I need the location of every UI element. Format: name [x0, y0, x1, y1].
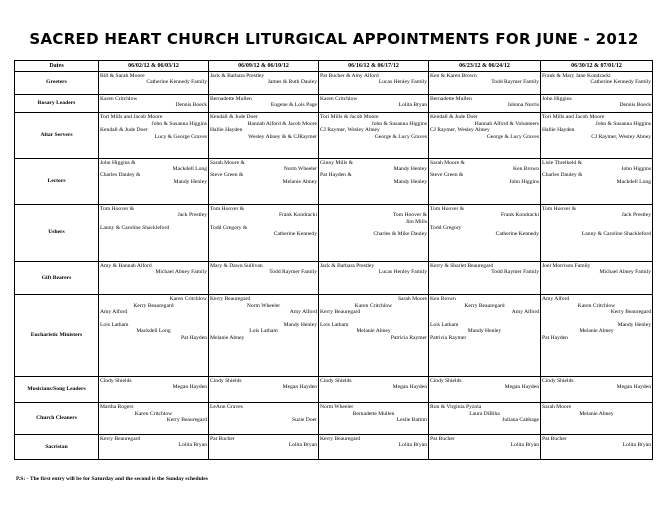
- assignment-entry: CJ Raymer, Wesley Abney: [430, 127, 490, 134]
- schedule-cell: [209, 94, 319, 113]
- assignment-entry: Cindy Shields: [210, 377, 242, 384]
- schedule-cell: [209, 376, 319, 402]
- assignment-entry: Megan Hayden: [282, 384, 317, 391]
- assignment-entry: Hannah Alford & Volunteers: [474, 120, 539, 127]
- assignment-entry: Tori Mills and Jacob Moore: [100, 114, 163, 121]
- role-row-lectors: [15, 158, 653, 204]
- page-title: SACRED HEART CHURCH LITURGICAL APPOINTMENTS FOR JUNE - 2012: [29, 30, 639, 48]
- assignment-entry: John & Susanna Higgins: [371, 120, 427, 127]
- assignment-entry: Kendall & Jude Doer: [100, 127, 148, 134]
- schedule-cell: [541, 434, 653, 459]
- schedule-cell: [319, 376, 429, 402]
- assignment-entry: Catherine Kennedy Family: [590, 78, 651, 85]
- assignment-entry: Frank & Mary Jane Kondracki: [542, 72, 611, 79]
- schedule-cell: [429, 94, 541, 113]
- assignment-entry: Melanie Abney: [356, 328, 391, 335]
- assignment-entry: Todd Raymer Family: [491, 268, 539, 275]
- schedule-cell: [541, 295, 653, 377]
- assignment-entry: Pat Hayden: [542, 334, 568, 341]
- assignment-entry: Laura DiBiha: [469, 410, 500, 417]
- assignment-entry: Frank Kondracki: [278, 212, 317, 219]
- schedule-cell: [319, 158, 429, 204]
- assignment-entry: John & Susanna Higgins: [595, 120, 651, 127]
- schedule-cell: [209, 261, 319, 295]
- schedule-cell: [429, 434, 541, 459]
- assignment-entry: Karen Critchlow: [134, 410, 173, 417]
- assignment-entry: Bill & Sarah Moore: [100, 72, 145, 79]
- assignment-entry: John & Susanna Higgins: [151, 120, 207, 127]
- assignment-entry: Catherine Kennedy: [273, 231, 317, 238]
- assignment-entry: Ken & Karen Brown: [430, 72, 477, 79]
- schedule-cell: [429, 113, 541, 158]
- assignment-entry: Tom Hoover &: [210, 205, 245, 212]
- assignment-entry: [100, 231, 207, 237]
- schedule-cell: [99, 434, 209, 459]
- schedule-cell: [209, 113, 319, 158]
- assignment-entry: Wesley Abney & & CJRaymer: [248, 133, 317, 140]
- assignment-entry: Mandy Henley: [393, 178, 427, 185]
- schedule-cell: [209, 158, 319, 204]
- assignment-entry: Martha Rogers: [100, 404, 134, 411]
- header-row: [15, 61, 653, 72]
- assignment-entry: Kerry Beauregard: [464, 302, 505, 309]
- role-row-eucharistic: [15, 295, 653, 377]
- assignment-entry: Lisle Threlkeld &: [542, 159, 582, 166]
- assignment-entry: Michael Abney Family: [599, 268, 651, 275]
- assignment-entry: Bernadette Mullen: [430, 95, 472, 102]
- assignment-entry: LeAnn Graves: [210, 404, 243, 411]
- schedule-cell: [209, 434, 319, 459]
- assignment-entry: Jack & Barbara Prestley: [210, 72, 265, 79]
- schedule-cell: [541, 158, 653, 204]
- assignment-entry: Hallie Hayden: [542, 127, 575, 134]
- assignment-entry: Amy Alford: [542, 296, 570, 303]
- assignment-entry: Ron & Virginia Pyzola: [430, 404, 482, 411]
- schedule-cell: [429, 71, 541, 94]
- assignment-entry: Mandy Henley: [467, 328, 502, 335]
- assignment-entry: Mandy Henley: [283, 321, 317, 328]
- assignment-entry: Tori Mills & Jacob Moore: [320, 114, 379, 121]
- assignment-entry: Sarah Moore &: [210, 159, 245, 166]
- assignment-entry: George & Lucy Graves: [374, 133, 427, 140]
- schedule-cell: [541, 71, 653, 94]
- role-label: Rosary Leaders: [15, 94, 99, 113]
- assignment-entry: Pat Bucher & Amy Alford: [320, 72, 379, 79]
- assignment-entry: Lucas Henley Family: [378, 268, 427, 275]
- assignment-entry: Melanie Abney: [210, 334, 245, 341]
- role-label: Eucharistic Ministers: [15, 295, 99, 377]
- assignment-entry: Johnna Norris: [507, 102, 539, 108]
- assignment-entry: Lois Latham: [249, 328, 278, 335]
- assignment-entry: Joel Morrison Family: [542, 262, 591, 269]
- schedule-cell: [99, 204, 209, 261]
- assignment-entry: Jim Mills: [405, 218, 427, 225]
- schedule-cell: [541, 94, 653, 113]
- assignment-entry: Mandy Henley: [617, 321, 651, 328]
- assignment-entry: Cindy Shields: [542, 377, 574, 384]
- schedule-cell: [429, 261, 541, 295]
- assignment-entry: Hannah Alford & Jacob Moore: [247, 120, 317, 127]
- assignment-entry: Lolita Bryan: [398, 442, 427, 449]
- schedule-cell: [541, 261, 653, 295]
- role-label: Church Cleaners: [15, 403, 99, 435]
- assignment-entry: Suzie Doer: [291, 417, 317, 424]
- assignment-entry: Mary & Dawn Sullivan: [210, 262, 263, 269]
- assignment-entry: Lois Latham: [320, 321, 349, 328]
- schedule-cell: [429, 158, 541, 204]
- role-label: Greeters: [15, 71, 99, 94]
- assignment-entry: Kendall & Jude Doer: [430, 114, 478, 121]
- role-row-rosary: [15, 94, 653, 113]
- role-row-musicians: [15, 376, 653, 402]
- assignment-entry: Lois Latham: [100, 321, 129, 328]
- assignment-entry: Megan Hayden: [172, 384, 207, 391]
- assignment-entry: Lanny & Caroline Shackleford: [100, 225, 170, 232]
- assignment-entry: Juliana Cabbage: [502, 417, 539, 424]
- week-header: 06/16/12 & 06/17/12: [319, 61, 429, 72]
- assignment-entry: Mandy Henley: [173, 178, 207, 185]
- assignment-entry: Tom Hoover &: [542, 205, 577, 212]
- assignment-entry: Kerry & Sharlet Beauregard: [430, 262, 494, 269]
- schedule-cell: [541, 403, 653, 435]
- schedule-cell: [319, 94, 429, 113]
- assignment-entry: Tom Hoover &: [100, 205, 135, 212]
- schedule-cell: [319, 71, 429, 94]
- assignment-entry: Kerry Beauregard: [133, 302, 174, 309]
- assignment-entry: Catherine Kennedy Family: [146, 78, 207, 85]
- assignment-entry: Lanny & Caroline Shackleford: [581, 231, 651, 238]
- assignment-entry: [542, 417, 651, 423]
- schedule-cell: [429, 376, 541, 402]
- schedule-cell: [319, 295, 429, 377]
- assignment-entry: Eugene & Lois Page: [270, 102, 317, 108]
- assignment-entry: Frank Kondracki: [500, 212, 539, 219]
- role-row-sacristan: [15, 434, 653, 459]
- assignment-entry: Dennis Boeck: [619, 102, 651, 108]
- week-header: 06/02/12 & 06/03/12: [99, 61, 209, 72]
- assignment-entry: Norm Wheeler: [283, 166, 317, 173]
- assignment-entry: Karen Critchlow: [577, 302, 616, 309]
- schedule-cell: [319, 261, 429, 295]
- role-label: Altar Servers: [15, 113, 99, 158]
- assignment-entry: Bernadette Mullen: [352, 410, 395, 417]
- assignment-entry: Amy & Hannah Alford: [100, 262, 152, 269]
- schedule-cell: [99, 403, 209, 435]
- schedule-cell: [99, 94, 209, 113]
- assignment-entry: Charles Dauley &: [542, 172, 583, 179]
- assignment-entry: Mandy Henley: [393, 166, 427, 173]
- assignment-entry: Kerry Beauregard: [320, 435, 361, 442]
- schedule-cell: [99, 71, 209, 94]
- dates-header: Dates: [15, 61, 99, 72]
- schedule-cell: [209, 403, 319, 435]
- assignment-entry: Lucy & George Graves: [154, 133, 207, 140]
- assignment-entry: Megan Hayden: [616, 384, 651, 391]
- assignment-entry: Charles & Mike Dauley: [373, 231, 427, 238]
- assignment-entry: Cindy Shields: [320, 377, 352, 384]
- schedule-cell: [99, 261, 209, 295]
- schedule-cell: [541, 376, 653, 402]
- assignment-entry: Bernadette Mullen: [210, 95, 252, 102]
- assignment-entry: Ginny Mills &: [320, 159, 353, 166]
- role-label: Ushers: [15, 204, 99, 261]
- role-row-gifts: [15, 261, 653, 295]
- schedule-cell: [99, 295, 209, 377]
- role-label: Sacristan: [15, 434, 99, 459]
- assignment-entry: Patricia Raymer: [390, 334, 427, 341]
- schedule-cell: [429, 204, 541, 261]
- schedule-cell: [541, 113, 653, 158]
- schedule-cell: [429, 403, 541, 435]
- assignment-entry: Karen Critchlow: [354, 302, 393, 309]
- assignment-entry: Pat Bucher: [430, 435, 455, 442]
- assignment-entry: James & Ruth Dauley: [267, 78, 317, 85]
- assignment-entry: Tom Hoover &: [430, 205, 465, 212]
- week-header: 06/09/12 & 06/10/12: [209, 61, 319, 72]
- schedule-cell: [209, 204, 319, 261]
- week-header: 06/30/12 & 07/01/12: [541, 61, 653, 72]
- assignment-entry: Jack Prestley: [621, 212, 651, 219]
- schedule-cell: [99, 376, 209, 402]
- assignment-entry: Michael Abney Family: [155, 268, 207, 275]
- assignment-entry: Amy Alford: [511, 308, 539, 315]
- assignment-entry: Ken Brown: [430, 296, 456, 303]
- assignment-entry: Kerry Beauregard: [100, 435, 141, 442]
- assignment-entry: John Higgins: [509, 178, 539, 185]
- role-row-greeters: [15, 71, 653, 94]
- appointments-table: [14, 60, 653, 460]
- assignment-entry: Lucas Henley Family: [378, 78, 427, 85]
- schedule-cell: [429, 295, 541, 377]
- assignment-entry: Todd Gregory &: [210, 225, 248, 232]
- role-label: Lectors: [15, 158, 99, 204]
- schedule-cell: [319, 204, 429, 261]
- assignment-entry: Karen Critchlow: [169, 296, 207, 303]
- assignment-entry: Lolita Bryan: [288, 442, 317, 449]
- role-row-ushers: [15, 204, 653, 261]
- assignment-entry: Lolita Bryan: [398, 102, 427, 108]
- assignment-entry: Jack & Barbara Prestley: [320, 262, 375, 269]
- assignment-entry: CJ Raymer, Wesley Abney: [320, 127, 380, 134]
- schedule-cell: [319, 403, 429, 435]
- schedule-cell: [541, 204, 653, 261]
- assignment-entry: Steve Green &: [210, 172, 244, 179]
- assignment-entry: Mackdell Long: [136, 328, 171, 335]
- schedule-cell: [209, 295, 319, 377]
- assignment-entry: Lolita Bryan: [622, 442, 651, 449]
- assignment-entry: Charles Dauley &: [100, 172, 141, 179]
- assignment-entry: Hallie Hayden: [210, 127, 243, 134]
- assignment-entry: Steve Green &: [430, 172, 464, 179]
- assignment-entry: Patricia Raymer: [430, 334, 467, 341]
- assignment-entry: Lolita Bryan: [510, 442, 539, 449]
- assignment-entry: Karen Critchlow: [320, 95, 358, 102]
- assignment-entry: Todd Raymer Family: [491, 78, 539, 85]
- schedule-cell: [99, 113, 209, 158]
- assignment-entry: Kendall & Jude Doer: [210, 114, 258, 121]
- footnote: P.S: - The first entry will be for Saturday and the second is the Sunday schedules: [16, 476, 208, 482]
- assignment-entry: Kerry Beauregard: [210, 296, 251, 303]
- assignment-entry: Kerry Beauregard: [166, 417, 207, 424]
- assignment-entry: Sarah Moore: [542, 404, 572, 411]
- assignment-entry: Kerry Beauregard: [320, 308, 361, 315]
- assignment-entry: Leslie Battim: [396, 417, 427, 424]
- assignment-entry: Melanie Abney: [579, 410, 614, 417]
- assignment-entry: Sarah Moore &: [430, 159, 465, 166]
- assignment-entry: Pat Hayden: [181, 334, 207, 341]
- assignment-entry: Dennis Boeck: [175, 102, 207, 108]
- assignment-entry: Norm Wheeler: [320, 404, 354, 411]
- role-label: Musicians/Song Leaders: [15, 376, 99, 402]
- assignment-entry: Cindy Shields: [100, 377, 132, 384]
- assignment-entry: Lolita Bryan: [178, 442, 207, 449]
- assignment-entry: Sarah Moore: [397, 296, 427, 303]
- assignment-entry: Pat Hayden &: [320, 172, 352, 179]
- assignment-entry: Pat Bucher: [542, 435, 567, 442]
- assignment-entry: Norm Wheeler: [246, 302, 281, 309]
- assignment-entry: Megan Hayden: [392, 384, 427, 391]
- assignment-entry: Karen Critchlow: [100, 95, 138, 102]
- schedule-cell: [319, 434, 429, 459]
- assignment-entry: George & Lucy Graves: [486, 133, 539, 140]
- assignment-entry: John Higgins: [542, 95, 572, 102]
- assignment-entry: Melanie Abney: [282, 178, 317, 185]
- assignment-entry: Amy Alford: [289, 308, 317, 315]
- schedule-cell: [319, 113, 429, 158]
- role-row-altar: [15, 113, 653, 158]
- schedule-cell: [99, 158, 209, 204]
- assignment-entry: John Higgins: [621, 166, 651, 173]
- assignment-entry: Catherine Kennedy: [495, 231, 539, 238]
- assignment-entry: Pat Bucher: [210, 435, 235, 442]
- role-label: Gift Bearers: [15, 261, 99, 295]
- assignment-entry: Jack Prestley: [177, 212, 207, 219]
- week-header: 06/23/12 & 06/24/12: [429, 61, 541, 72]
- assignment-entry: Todd Raymer Family: [269, 268, 317, 275]
- assignment-entry: CJ Raymer, Wesley Abney: [591, 133, 651, 140]
- assignment-entry: Kerry Beauregard: [610, 308, 651, 315]
- assignment-entry: Tori Mills and Jacob Moore: [542, 114, 605, 121]
- assignment-entry: Lois Latham: [430, 321, 459, 328]
- assignment-entry: Ken Brown: [513, 166, 539, 173]
- assignment-entry: Mackdell Long: [616, 178, 651, 185]
- assignment-entry: Mackdell Long: [172, 166, 207, 173]
- assignment-entry: John Higgins &: [100, 159, 136, 166]
- role-row-cleaners: [15, 403, 653, 435]
- assignment-entry: Tom Hoover &: [392, 212, 427, 219]
- assignment-entry: Todd Gregory: [430, 225, 462, 232]
- assignment-entry: Melanie Abney: [579, 328, 614, 335]
- assignment-entry: Amy Alford: [100, 308, 128, 315]
- schedule-cell: [209, 71, 319, 94]
- assignment-entry: Megan Hayden: [504, 384, 539, 391]
- assignment-entry: Cindy Shields: [430, 377, 462, 384]
